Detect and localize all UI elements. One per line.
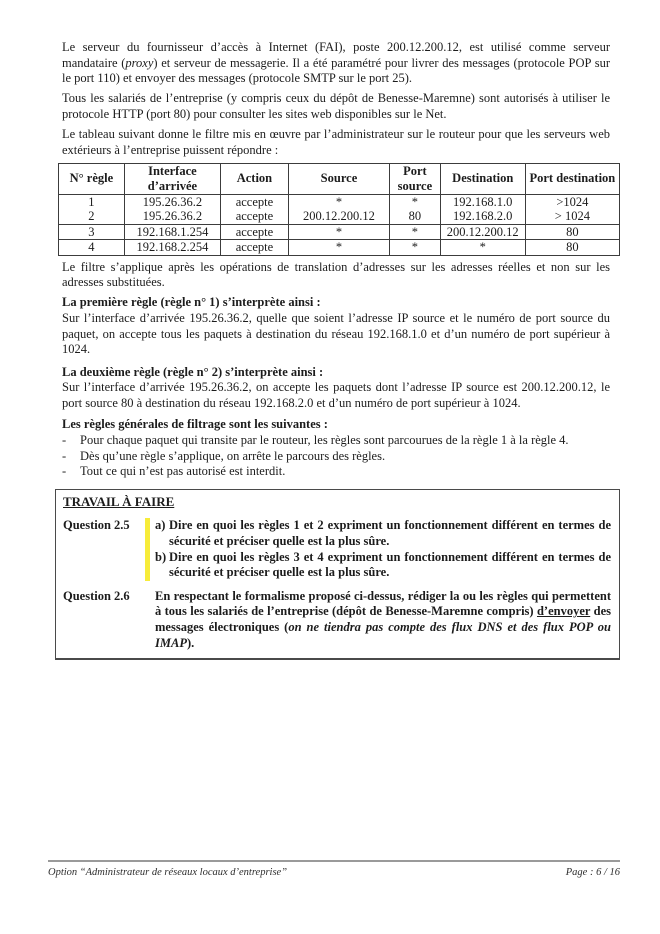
q26-segment: ). — [186, 635, 195, 650]
footer-option-text: Option “Administrateur de réseaux locaux d’entreprise” — [48, 867, 288, 878]
rule1-body: Sur l’interface d’arrivée 195.26.36.2, quelle que soient l’adresse IP source et le numéro de port source du paquet, on accepte tous les paquets à destination du réseau 192.168.1.0 et d’un numéro de port supérieur à 1024. — [62, 310, 610, 357]
table-cell: accepte — [221, 194, 289, 209]
table-row-rule-3 — [59, 224, 620, 240]
intro-p1-proxy-italic: proxy — [125, 55, 154, 70]
table-cell: * — [440, 240, 525, 256]
table-cell: 192.168.2.254 — [124, 240, 220, 256]
item-marker: b) — [155, 549, 167, 564]
question-2-6-text — [155, 589, 611, 651]
question-item-a — [155, 518, 611, 549]
table-cell: > 1024 — [525, 209, 619, 224]
table-cell: accepte — [221, 224, 289, 240]
header-destination: Destination — [440, 163, 525, 194]
table-cell: 2 — [59, 209, 125, 224]
after-table-paragraph: Le filtre s’applique après les opérations de translation d’adresses sur les adresses réelles et non sur les adresses substituées. — [62, 259, 610, 290]
table-row-rule-1 — [59, 194, 620, 209]
rule2-heading: La deuxième règle (règle n° 2) s’interprète ainsi : — [62, 364, 324, 379]
table-cell: * — [390, 240, 441, 256]
intro-p1-pre: Le serveur du fournisseur d’accès à Internet (FAI), poste 200.12.200.12, est utilisé comme serveur mandataire ( — [62, 40, 610, 70]
rule2-body: Sur l’interface d’arrivée 195.26.36.2, on accepte les paquets dont l’adresse IP source est 200.12.200.12, le port source 80 à destination du réseau 192.168.2.0 et d’un numéro de port supérieur à 1024. — [62, 380, 610, 410]
table-cell: 200.12.200.12 — [440, 224, 525, 240]
question-2-5-items — [155, 518, 611, 580]
question-item-b — [155, 550, 611, 581]
table-cell: accepte — [221, 209, 289, 224]
table-cell: >1024 — [525, 194, 619, 209]
intro-paragraph-3: Le tableau suivant donne le filtre mis en œuvre par l’administrateur sur le routeur pour que les serveurs web extérieurs à l’entreprise puissent répondre : — [62, 126, 610, 157]
item-text: Dire en quoi les règles 3 et 4 expriment un fonctionnement différent en termes de sécurité et préciser quelle est la plus sûre. — [169, 549, 611, 580]
travail-title: TRAVAIL À FAIRE — [63, 493, 175, 509]
page-footer — [48, 860, 620, 881]
intro-paragraph-2: Tous les salariés de l’entreprise (y compris ceux du dépôt de Benesse-Maremne) sont autorisés à utiliser le protocole HTTP (port 80) pour consulter les sites web disponibles sur le Net. — [62, 91, 610, 121]
intro-p1-post: ) et serveur de messagerie. Il a été paramétré pour livrer des messages (protocole POP sur le port 110) et envoyer des messages (protocole SMTP sur le port 25). — [62, 55, 610, 86]
q26-segment: des messages électroniques ( — [155, 604, 611, 635]
table-cell: 195.26.36.2 — [124, 194, 220, 209]
table-cell: 1 — [59, 194, 125, 209]
header-arrival-interface: Interface d’arrivée — [124, 163, 220, 194]
list-item-text: Tout ce qui n’est pas autorisé est interdit. — [80, 464, 286, 479]
table-cell: 80 — [390, 209, 441, 224]
item-text: Dire en quoi les règles 1 et 2 expriment un fonctionnement différent en termes de sécurité et préciser quelle est la plus sûre. — [169, 518, 611, 549]
list-item — [62, 433, 610, 449]
table-cell: 80 — [525, 224, 619, 240]
header-source: Source — [288, 163, 389, 194]
intro-paragraph-1 — [62, 40, 610, 87]
table-cell: 200.12.200.12 — [288, 209, 389, 224]
question-2-5-row — [63, 518, 611, 580]
table-header-row — [59, 163, 620, 194]
header-rule-number: N° règle — [59, 163, 125, 194]
table-cell: 4 — [59, 240, 125, 256]
rule1-heading: La première règle (règle n° 1) s’interprète ainsi : — [62, 295, 321, 310]
table-cell: * — [390, 224, 441, 240]
table-cell: 192.168.1.254 — [124, 224, 220, 240]
yellow-highlight-bar — [145, 518, 150, 580]
table-cell: * — [288, 224, 389, 240]
dash-bullet: - — [62, 433, 67, 448]
table-cell: accepte — [221, 240, 289, 256]
q26-segment: En respectant le formalisme proposé ci-dessus, rédiger la ou les règles qui permettent à tous les salariés de l’entreprise (dépôt de Benesse-Maremne compris) — [155, 588, 611, 619]
filter-rules-table — [58, 163, 620, 256]
table-cell: 3 — [59, 224, 125, 240]
table-cell: 80 — [525, 240, 619, 256]
question-2-5-label: Question 2.5 — [63, 518, 130, 533]
question-2-6-label: Question 2.6 — [63, 588, 130, 603]
footer-page-number: Page : 6 / 16 — [565, 867, 620, 878]
table-row-rule-4 — [59, 240, 620, 256]
header-port-destination: Port destination — [525, 163, 619, 194]
list-item-text: Pour chaque paquet qui transite par le routeur, les règles sont parcourues de la règle 1 à la règle 4. — [80, 433, 569, 448]
table-cell: 192.168.2.0 — [440, 209, 525, 224]
table-row-rule-2 — [59, 209, 620, 224]
item-marker: a) — [155, 518, 166, 533]
header-action: Action — [221, 163, 289, 194]
table-cell: 195.26.36.2 — [124, 209, 220, 224]
general-rules-heading: Les règles générales de filtrage sont les suivantes : — [62, 416, 328, 431]
list-item — [62, 449, 610, 465]
table-cell: * — [288, 240, 389, 256]
question-2-6-row — [63, 589, 611, 651]
q26-underlined-word: d’envoyer — [536, 604, 591, 619]
dash-bullet: - — [62, 464, 67, 479]
table-cell: 192.168.1.0 — [440, 194, 525, 209]
header-port-source: Port source — [390, 163, 441, 194]
travail-a-faire-box — [55, 489, 620, 660]
general-rules-list — [62, 433, 610, 480]
q26-italic-note: on ne tiendra pas compte des flux DNS et des flux POP ou IMAP — [155, 620, 612, 650]
dash-bullet: - — [62, 448, 67, 463]
table-cell: * — [288, 194, 389, 209]
list-item — [62, 464, 610, 480]
table-cell: * — [390, 194, 441, 209]
list-item-text: Dès qu’une règle s’applique, on arrête le parcours des règles. — [80, 448, 386, 463]
